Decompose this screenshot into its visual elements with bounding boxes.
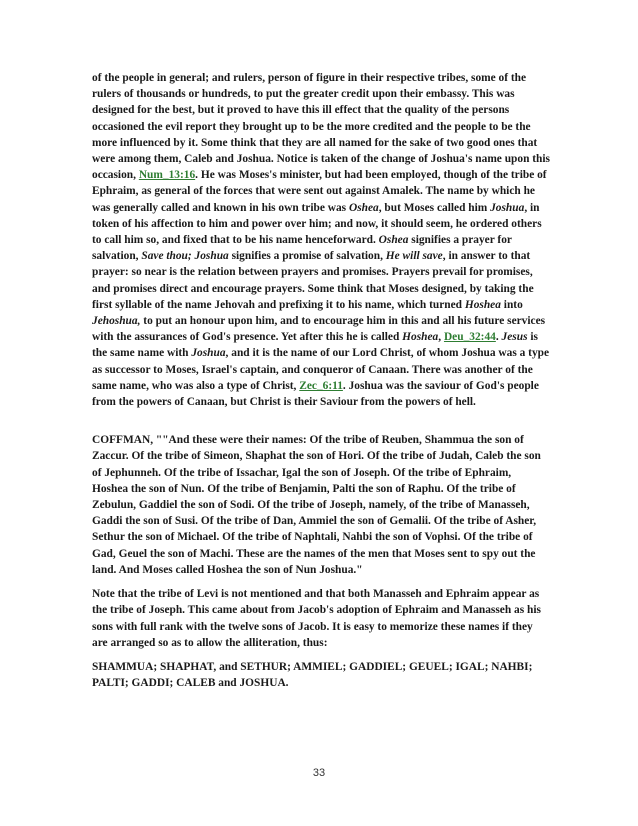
commentary-paragraph xyxy=(92,70,550,410)
text-run: . Joshua was the saviour of God's people from the powers of Canaan, but Christ is their Saviour from the powers of hell. xyxy=(92,379,539,409)
text-run: signifies a promise of salvation, xyxy=(228,250,386,263)
coffman-paragraph: COFFMAN, ""And these were their names: Of the tribe of Reuben, Shammua the son of Zaccur. Of the tribe of Simeon, Shaphat the son of Hori. Of the tribe of Judah, Caleb the son of Jephunneh. Of the tribe of Issachar, Igal the son of Joseph. Of the tribe of Ephraim, Hoshea the son of Nun. Of the tribe of Benjamin, Palti the son of Raphu. Of the tribe of Zebulun, Gaddiel the son of Sodi. Of the tribe of Joseph, namely, of the tribe of Manasseh, Gaddi the son of Susi. Of the tribe of Dan, Ammiel the son of Gemalii. Of the tribe of Asher, Sethur the son of Michael. Of the tribe of Naphtali, Nahbi the son of Vophsi. Of the tribe of Gad, Geuel the son of Machi. These are the names of the men that Moses sent to spy out the land. And Moses called Hoshea the son of Nun Joshua." xyxy=(92,434,541,576)
names-list-paragraph: SHAMMUA; SHAPHAT, and SETHUR; AMMIEL; GADDIEL; GEUEL; IGAL; NAHBI; PALTI; GADDI; CALEB and JOSHUA. xyxy=(92,660,533,690)
italic-name: Joshua xyxy=(191,347,226,360)
paragraph-spacer xyxy=(92,651,550,659)
text-run: to put an honour upon him, and to encourage him in this and all his future services with the assurances of God's presence. Yet after this he is called xyxy=(92,315,546,344)
text-run: into xyxy=(500,298,523,311)
italic-name: Hoshea xyxy=(402,331,439,344)
italic-phrase: He will save xyxy=(385,250,443,263)
italic-name: Jehoshua, xyxy=(92,315,141,328)
italic-phrase: Save thou; Joshua xyxy=(141,250,229,263)
paragraph-spacer xyxy=(92,410,550,432)
note-paragraph: Note that the tribe of Levi is not mentioned and that both Manasseh and Ephraim appear as the tribe of Joseph. This came about from Jacob's adoption of Ephraim and Manasseh as his sons with full rank with the twelve sons of Jacob. It is easy to memorize these names if they are arranged so as to allow the alliteration, thus: xyxy=(92,588,541,649)
italic-name: Oshea xyxy=(378,234,409,247)
italic-name: Hoshea xyxy=(464,298,501,311)
paragraph-spacer xyxy=(92,578,550,586)
italic-name: Oshea xyxy=(348,201,379,214)
italic-name: Jesus xyxy=(501,331,528,344)
page-number: 33 xyxy=(312,767,326,779)
text-run: of the people in general; and rulers, person of figure in their respective tribes, some of the rulers of thousands or hundreds, to put the greater credit upon their embassy. This was designed for the best, but it proved to have this ill effect that the quality of the persons occasioned the evil report they brought up to be the more credited and the people to be the more influenced by it. Some think that they are all named for the sake of two good ones that were among them, Caleb and Joshua. Notice is taken of the change of Joshua's name upon this occasion, xyxy=(92,72,550,182)
text-run: , and it is the name of our Lord Christ, of whom Joshua was a type as successor to Moses, Israel's captain, and conqueror of Canaan. There was another of the same name, who was also a type of Christ, xyxy=(92,347,550,392)
text-run: , in answer to that prayer: so near is the relation between prayers and promises. Prayers prevail for promises, and promises direct and encourage prayers. Some think that Moses designed, by taking the first syllable of the name Jehovah and prefixing it to his name, which turned xyxy=(92,250,534,311)
text-run: . He was Moses's minister, but had been employed, though of the tribe of Ephraim, as general of the forces that were sent out against Amalek. The name by which he was generally called and known in his own tribe was xyxy=(92,169,547,214)
text-run: signifies a prayer for salvation, xyxy=(92,234,512,263)
scripture-link-num-13-16[interactable]: Num_13:16 xyxy=(138,169,196,182)
text-run: is the same name with xyxy=(92,331,538,360)
text-run: . xyxy=(495,331,502,344)
scripture-link-zec-6-11[interactable]: Zec_6:11 xyxy=(299,379,343,392)
text-run: , in token of his affection to him and power over him; and now, it should seem, he ordered others to call him so, and fixed that to be his name henceforward. xyxy=(92,201,542,247)
document-body xyxy=(92,70,550,691)
text-run: , xyxy=(438,331,444,344)
text-run: , but Moses called him xyxy=(378,201,491,214)
scripture-link-deu-32-44[interactable]: Deu_32:44 xyxy=(443,331,496,344)
italic-name: Joshua xyxy=(490,201,525,214)
